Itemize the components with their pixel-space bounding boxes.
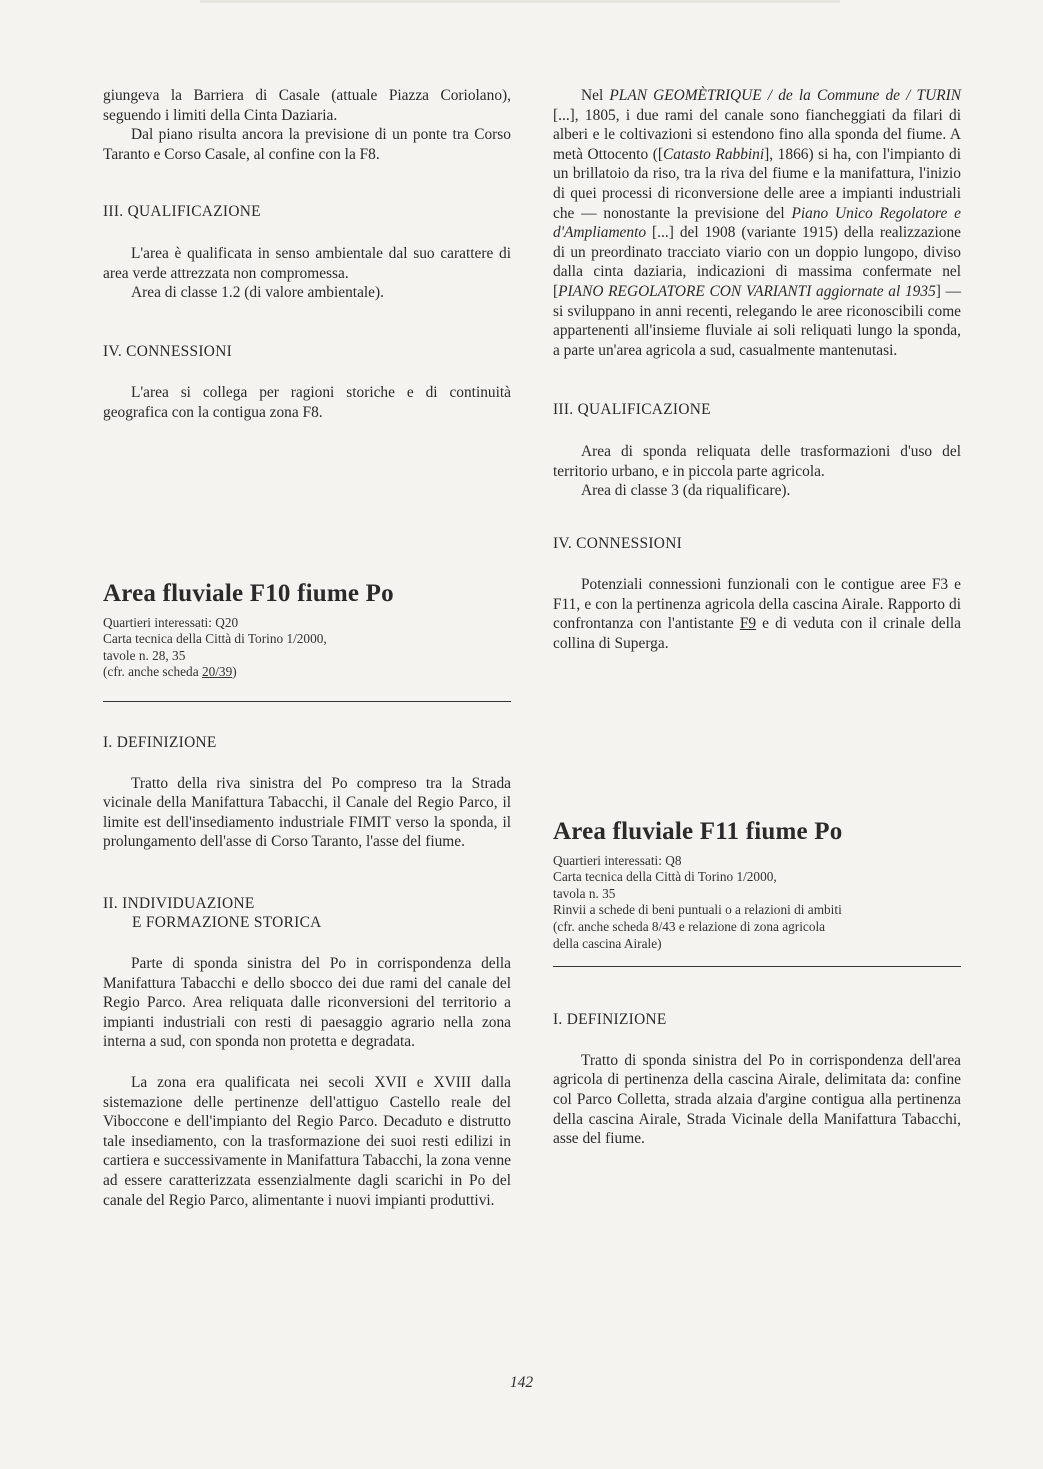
paragraph: Tratto di sponda sinistra del Po in corrispondenza dell'area agricola di pertinenza della cascina Airale, delimitata da: confine col Parco Colletta, strada alzaia d'argine contigua alla pertinenza della cascina Airale, Strada Vicinale della Manifattura Tabacchi, asse del fiume.: [553, 1051, 961, 1148]
meta-cfr: [103, 664, 511, 681]
paragraph: Area di classe 3 (da riqualificare).: [581, 482, 791, 500]
left-column: [103, 86, 511, 1210]
meta-cfr: (cfr. anche scheda 8/43 e relazione di zona agricola: [553, 919, 826, 935]
paragraph: L'area è qualificata in senso ambientale dal suo carattere di area verde attrezzata non compromessa.: [103, 244, 511, 282]
paragraph: giungeva la Barriera di Casale (attuale Piazza Coriolano), seguendo i limiti della Cinta Daziaria.: [103, 87, 511, 124]
meta-quartieri: Quartieri interessati: Q20: [103, 614, 239, 630]
scheda-link[interactable]: 20/39: [201, 664, 233, 680]
area-f9-link[interactable]: F9: [739, 615, 757, 633]
cfr-prefix: (cfr. anche scheda: [103, 664, 202, 680]
section-heading-qualificazione: III. QUALIFICAZIONE: [103, 203, 261, 221]
meta-cfr-2: della cascina Airale): [553, 935, 662, 951]
paragraph: Area di classe 1.2 (di valore ambientale).: [131, 284, 384, 302]
section-heading-definizione: I. DEFINIZIONE: [103, 733, 217, 751]
plan-title: PLAN GEOMÈTRIQUE / de la Commune de / TURIN: [609, 87, 961, 104]
piano-1935-title: PIANO REGOLATORE CON VARIANTI aggiornate al 1935: [558, 282, 936, 300]
text-run: ], 1866) si ha, con l'impianto di un brillatoio da riso, tra la riva del fiume e la manifattura, l'inizio di quei processi di riconversione delle aree a impianti industriali che — nonostante la previsione del: [553, 145, 961, 222]
section-heading-formazione: E FORMAZIONE STORICA: [132, 914, 322, 932]
paragraph: Tratto della riva sinistra del Po compreso tra la Strada vicinale della Manifattura Tabacchi, il Canale del Regio Parco, il limite est dell'insediamento industriale FIMIT verso la sponda, il prolungamento dell'asse di Corso Taranto, l'asse del fiume.: [103, 774, 511, 851]
piano-title: Piano Unico Regolatore e d'Ampliamento: [553, 204, 961, 242]
meta-carta: Carta tecnica della Città di Torino 1/2000,: [553, 869, 777, 885]
meta-rinvii: Rinvii a schede di beni puntuali o a relazioni di ambiti: [553, 902, 842, 918]
paragraph: Area di sponda reliquata delle trasformazioni d'uso del territorio urbano, e in piccola parte agricola.: [553, 442, 961, 480]
text-run: ] — si sviluppano in anni recenti, relegando le aree riconoscibili come appartenenti all'insieme fluviale ai soli reliquati lungo la sponda, a parte un'area agricola a sud, casualmente mantenutasi.: [553, 282, 961, 359]
text-run: e di veduta con il crinale della collina di Superga.: [553, 615, 961, 653]
paragraph-historical: [553, 86, 961, 360]
meta-quartieri: Quartieri interessati: Q8: [553, 852, 682, 868]
scan-edge: [200, 0, 840, 3]
section-heading-individuazione: II. INDIVIDUAZIONE: [103, 894, 255, 912]
text-run: Potenziali connessioni funzionali con le contigue aree F3 e F11, e con la pertinenza agricola della cascina Airale. Rapporto di confrontanza con l'antistante: [553, 576, 961, 633]
section-heading-qualificazione: III. QUALIFICAZIONE: [553, 401, 711, 419]
section-heading-connessioni: IV. CONNESSIONI: [103, 342, 233, 360]
text-run: [...], 1805, i due rami del canale sono fiancheggiati da filari di alberi e le coltivazioni si estendono fino alla sponda del fiume. A metà Ottocento ([: [553, 106, 961, 163]
area-title-f10: Area fluviale F10 fiume Po: [103, 579, 394, 607]
paragraph-connessioni: [553, 575, 961, 653]
paragraph: La zona era qualificata nei secoli XVII e XVIII dalla sistemazione delle pertinenze dell'attiguo Castello reale del Viboccone e dell'impianto del Regio Parco. Decaduto e distrutto tale insediamento, con la trasformazione dei suoi resti edilizi in cartiera e successivamente in Manifattura Tabacchi, la zona venne ad essere caratterizzata essenzialmente dagli scarichi in Po del canale del Regio Parco, alimentante i nuovi impianti produttivi.: [103, 1074, 511, 1209]
meta-tavole: tavole n. 28, 35: [103, 647, 186, 663]
paragraph: Parte di sponda sinistra del Po in corrispondenza della Manifattura Tabacchi e dello sbocco dei due rami del canale del Regio Parco. Area reliquata dalle riconversioni del territorio a impianti industriali con resti di paesaggio agrario nella zona interna a sud, con sponda non protetta e degradata.: [103, 955, 511, 1051]
area-title-f11: Area fluviale F11 fiume Po: [553, 817, 843, 845]
paragraph: L'area si collega per ragioni storiche e di continuità geografica con la contigua zona F8.: [103, 384, 511, 421]
meta-tavola: tavola n. 35: [553, 885, 616, 901]
page-number: 142: [509, 1374, 534, 1391]
section-heading-definizione: I. DEFINIZIONE: [553, 1011, 667, 1029]
section-heading-connessioni: IV. CONNESSIONI: [553, 534, 683, 552]
cfr-suffix: ): [232, 664, 237, 680]
text-run: Nel: [581, 87, 610, 104]
right-column: [553, 86, 961, 1149]
paragraph: Dal piano risulta ancora la previsione di un ponte tra Corso Taranto e Corso Casale, al confine con la F8.: [103, 126, 511, 163]
meta-carta: Carta tecnica della Città di Torino 1/2000,: [103, 631, 327, 647]
text-run: [...] del 1908 (variante 1915) della realizzazione di un preordinato tracciato viario con un doppio lungopo, diviso dalla cinta daziaria, indicazioni di massima confermate nel [: [553, 224, 961, 300]
catasto-title: Catasto Rabbini: [662, 145, 765, 163]
